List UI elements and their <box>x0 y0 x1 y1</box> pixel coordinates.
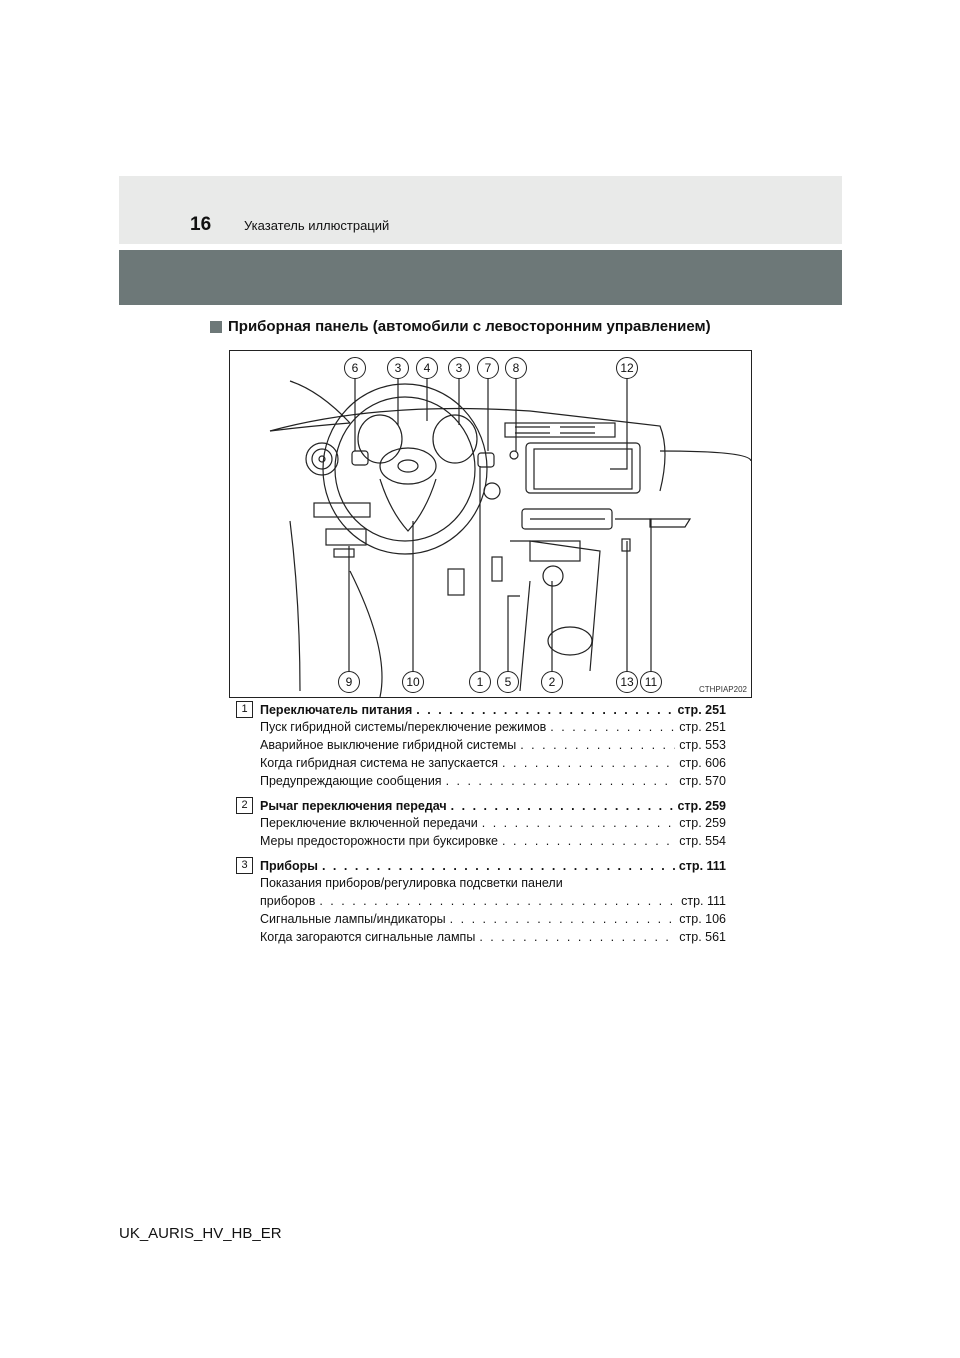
entry-item-page: стр. 570 <box>679 774 726 788</box>
section-title: Указатель иллюстраций <box>244 218 390 233</box>
callout-bottom-3: 1 <box>469 671 491 693</box>
entry-title: Приборы <box>260 859 318 873</box>
entry-title: Переключатель питания <box>260 703 413 717</box>
entry-item <box>260 772 726 790</box>
entry-number: 2 <box>236 797 253 814</box>
callout-top-7: 12 <box>616 357 638 379</box>
square-bullet-icon <box>210 321 222 333</box>
entry-item-page: стр. 106 <box>679 912 726 926</box>
header-band <box>119 176 842 244</box>
entry-item <box>260 910 726 928</box>
entry-item-text: Аварийное выключение гибридной системы <box>260 738 517 752</box>
entry-item-page: стр. 553 <box>679 738 726 752</box>
callout-bottom-5: 2 <box>541 671 563 693</box>
callout-top-1: 6 <box>344 357 366 379</box>
callout-top-2: 3 <box>387 357 409 379</box>
entry-item-page: стр. 606 <box>679 756 726 770</box>
entry-item-page: стр. 561 <box>679 930 726 944</box>
entry-item <box>260 928 726 946</box>
entry-title-line <box>260 701 726 719</box>
callout-bottom-7: 11 <box>640 671 662 693</box>
figure-code: CTHPIAP202 <box>698 685 747 694</box>
entry-number: 3 <box>236 857 253 874</box>
callout-top-5: 7 <box>477 357 499 379</box>
index-entry-3 <box>236 857 726 947</box>
entry-title-line <box>260 857 726 875</box>
entry-item-text: приборов <box>260 894 316 908</box>
sub-heading-text: Приборная панель (автомобили с левосторонним управлением) <box>228 318 711 335</box>
dashboard-illustration <box>230 351 751 697</box>
sub-heading <box>210 318 711 335</box>
entry-item-text: Меры предосторожности при буксировке <box>260 834 499 848</box>
callout-bottom-1: 9 <box>338 671 360 693</box>
entry-item <box>260 718 726 736</box>
entry-title-page: стр. 111 <box>678 859 726 873</box>
entry-item <box>260 874 726 892</box>
index-entry-2 <box>236 797 726 851</box>
entry-title-page: стр. 251 <box>677 703 726 717</box>
page-number: 16 <box>190 214 212 235</box>
entry-title-line <box>260 797 726 815</box>
entry-item <box>260 754 726 772</box>
entry-item-text: Сигнальные лампы/индикаторы <box>260 912 446 926</box>
callout-bottom-2: 10 <box>402 671 424 693</box>
entry-item <box>260 814 726 832</box>
index-entry-1 <box>236 701 726 791</box>
entry-item-page: стр. 111 <box>681 894 726 908</box>
entry-title: Рычаг переключения передач <box>260 799 447 813</box>
callout-top-3: 4 <box>416 357 438 379</box>
entry-number: 1 <box>236 701 253 718</box>
entry-item-page: стр. 251 <box>679 720 726 734</box>
entry-item-text: Когда гибридная система не запускается <box>260 756 498 770</box>
callout-top-4: 3 <box>448 357 470 379</box>
dashboard-figure <box>229 350 752 698</box>
footer-code: UK_AURIS_HV_HB_ER <box>119 1225 282 1242</box>
entry-title-page: стр. 259 <box>677 799 726 813</box>
callout-top-6: 8 <box>505 357 527 379</box>
entry-item-text: Показания приборов/регулировка подсветки панели <box>260 876 563 890</box>
entry-item <box>260 736 726 754</box>
entry-item-text: Когда загораются сигнальные лампы <box>260 930 476 944</box>
entry-item-page: стр. 259 <box>679 816 726 830</box>
entry-item-text: Предупреждающие сообщения <box>260 774 442 788</box>
header-dark-band <box>119 250 842 305</box>
callout-bottom-4: 5 <box>497 671 519 693</box>
entry-item-page: стр. 554 <box>679 834 726 848</box>
entry-item-text: Переключение включенной передачи <box>260 816 478 830</box>
entry-item <box>260 892 726 910</box>
callout-bottom-6: 13 <box>616 671 638 693</box>
entry-item-text: Пуск гибридной системы/переключение режимов <box>260 720 547 734</box>
entry-item <box>260 832 726 850</box>
